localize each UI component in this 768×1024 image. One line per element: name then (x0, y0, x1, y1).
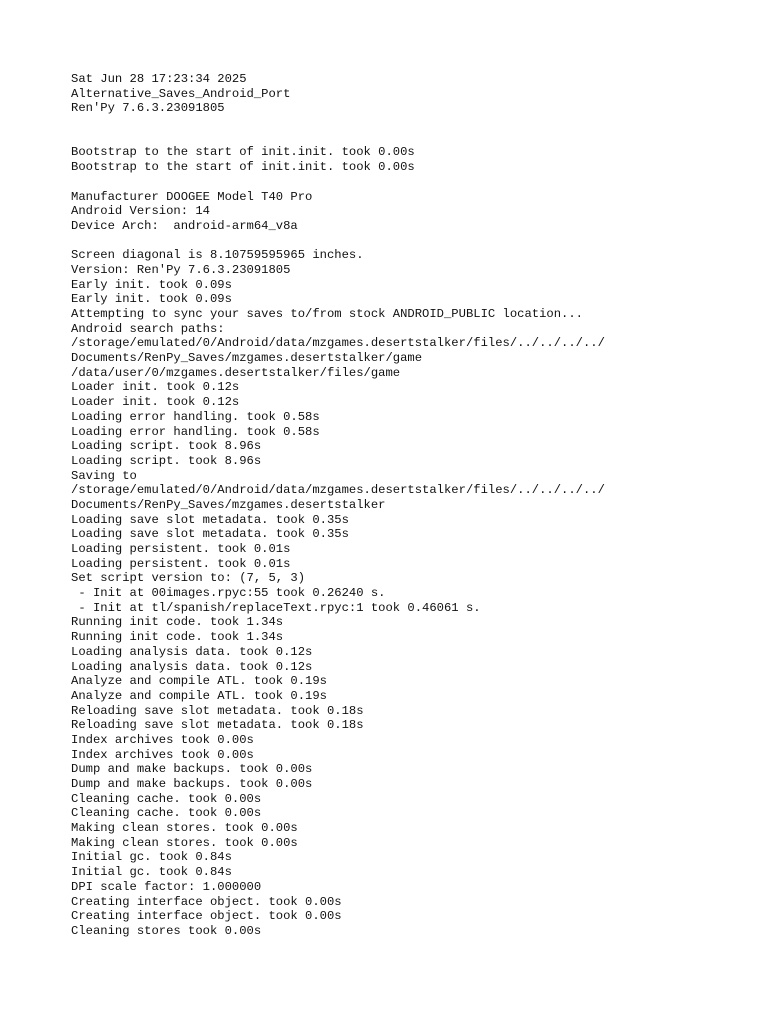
log-line: Loading persistent. took 0.01s (71, 542, 291, 556)
log-line: Loader init. took 0.12s (71, 395, 240, 410)
log-line: Analyze and compile ATL. took 0.19s (71, 674, 327, 689)
log-line: Dump and make backups. took 0.00s (71, 762, 313, 777)
log-line: Cleaning cache. took 0.00s (71, 791, 262, 806)
log-line: Alternative_Saves_Android_Port (71, 86, 291, 101)
log-line (71, 131, 748, 146)
log-line: Ren'Py 7.6.3.23091805 (71, 101, 225, 116)
log-line: Sat Jun 28 17:23:34 2025 (71, 72, 247, 86)
log-line: Loading script. took 8.96s (71, 453, 262, 468)
log-line: Dump and make backups. took 0.00s (71, 777, 313, 791)
log-line: Documents/RenPy_Saves/mzgames.desertstalker/game (71, 351, 423, 366)
log-line: Initial gc. took 0.84s (71, 865, 232, 880)
log-line: Saving to (71, 468, 137, 483)
log-line: Bootstrap to the start of init.init. took 0.00s (71, 145, 415, 160)
log-line (71, 175, 748, 190)
log-line: Cleaning stores took 0.00s (71, 923, 262, 938)
log-line: Early init. took 0.09s (71, 292, 232, 307)
log-line: Loading analysis data. took 0.12s (71, 659, 313, 674)
log-line: DPI scale factor: 1.000000 (71, 879, 262, 894)
log-line: Initial gc. took 0.84s (71, 850, 232, 865)
log-line: Loading save slot metadata. took 0.35s (71, 512, 349, 527)
log-text-block (71, 72, 748, 939)
log-line: Attempting to sync your saves to/from stock ANDROID_PUBLIC location... (71, 307, 583, 321)
log-line: Documents/RenPy_Saves/mzgames.desertstalker (71, 497, 386, 512)
log-line: Loading persistent. took 0.01s (71, 556, 291, 571)
log-line: - Init at 00images.rpyc:55 took 0.26240 s. (71, 586, 386, 601)
log-line: Set script version to: (7, 5, 3) (71, 571, 306, 586)
log-line: Making clean stores. took 0.00s (71, 821, 298, 836)
log-line: Device Arch: android-arm64_v8a (71, 218, 298, 233)
log-line: Bootstrap to the start of init.init. took 0.00s (71, 160, 415, 175)
log-line: Manufacturer DOOGEE Model T40 Pro (71, 189, 313, 204)
log-line: Screen diagonal is 8.10759595965 inches. (71, 248, 364, 263)
log-line: Reloading save slot metadata. took 0.18s (71, 703, 364, 718)
log-line: Running init code. took 1.34s (71, 630, 284, 645)
log-line: Index archives took 0.00s (71, 747, 254, 762)
log-line: Creating interface object. took 0.00s (71, 894, 342, 909)
log-line: /storage/emulated/0/Android/data/mzgames.desertstalker/files/../../../../ (71, 336, 605, 351)
log-line: Loading error handling. took 0.58s (71, 409, 320, 424)
log-line: /data/user/0/mzgames.desertstalker/files/game (71, 365, 401, 380)
log-line (71, 116, 748, 131)
log-line: Early init. took 0.09s (71, 277, 232, 292)
log-line: Loading script. took 8.96s (71, 439, 262, 454)
log-line: Loading error handling. took 0.58s (71, 424, 320, 439)
log-line: Version: Ren'Py 7.6.3.23091805 (71, 262, 291, 277)
log-line: Index archives took 0.00s (71, 732, 254, 747)
log-line: Loader init. took 0.12s (71, 380, 240, 395)
log-line: Loading analysis data. took 0.12s (71, 644, 313, 659)
log-line: Loading save slot metadata. took 0.35s (71, 527, 349, 542)
log-line (71, 234, 748, 249)
log-line: Making clean stores. took 0.00s (71, 835, 298, 850)
log-line: Android Version: 14 (71, 204, 210, 219)
log-line: Reloading save slot metadata. took 0.18s (71, 718, 364, 733)
log-line: Analyze and compile ATL. took 0.19s (71, 688, 327, 703)
log-line: - Init at tl/spanish/replaceText.rpyc:1 took 0.46061 s. (71, 600, 481, 615)
log-line: Cleaning cache. took 0.00s (71, 806, 262, 821)
log-line: /storage/emulated/0/Android/data/mzgames.desertstalker/files/../../../../ (71, 483, 605, 498)
log-line: Running init code. took 1.34s (71, 615, 284, 630)
log-document (71, 72, 748, 939)
log-line: Creating interface object. took 0.00s (71, 909, 342, 924)
log-line: Android search paths: (71, 321, 225, 336)
